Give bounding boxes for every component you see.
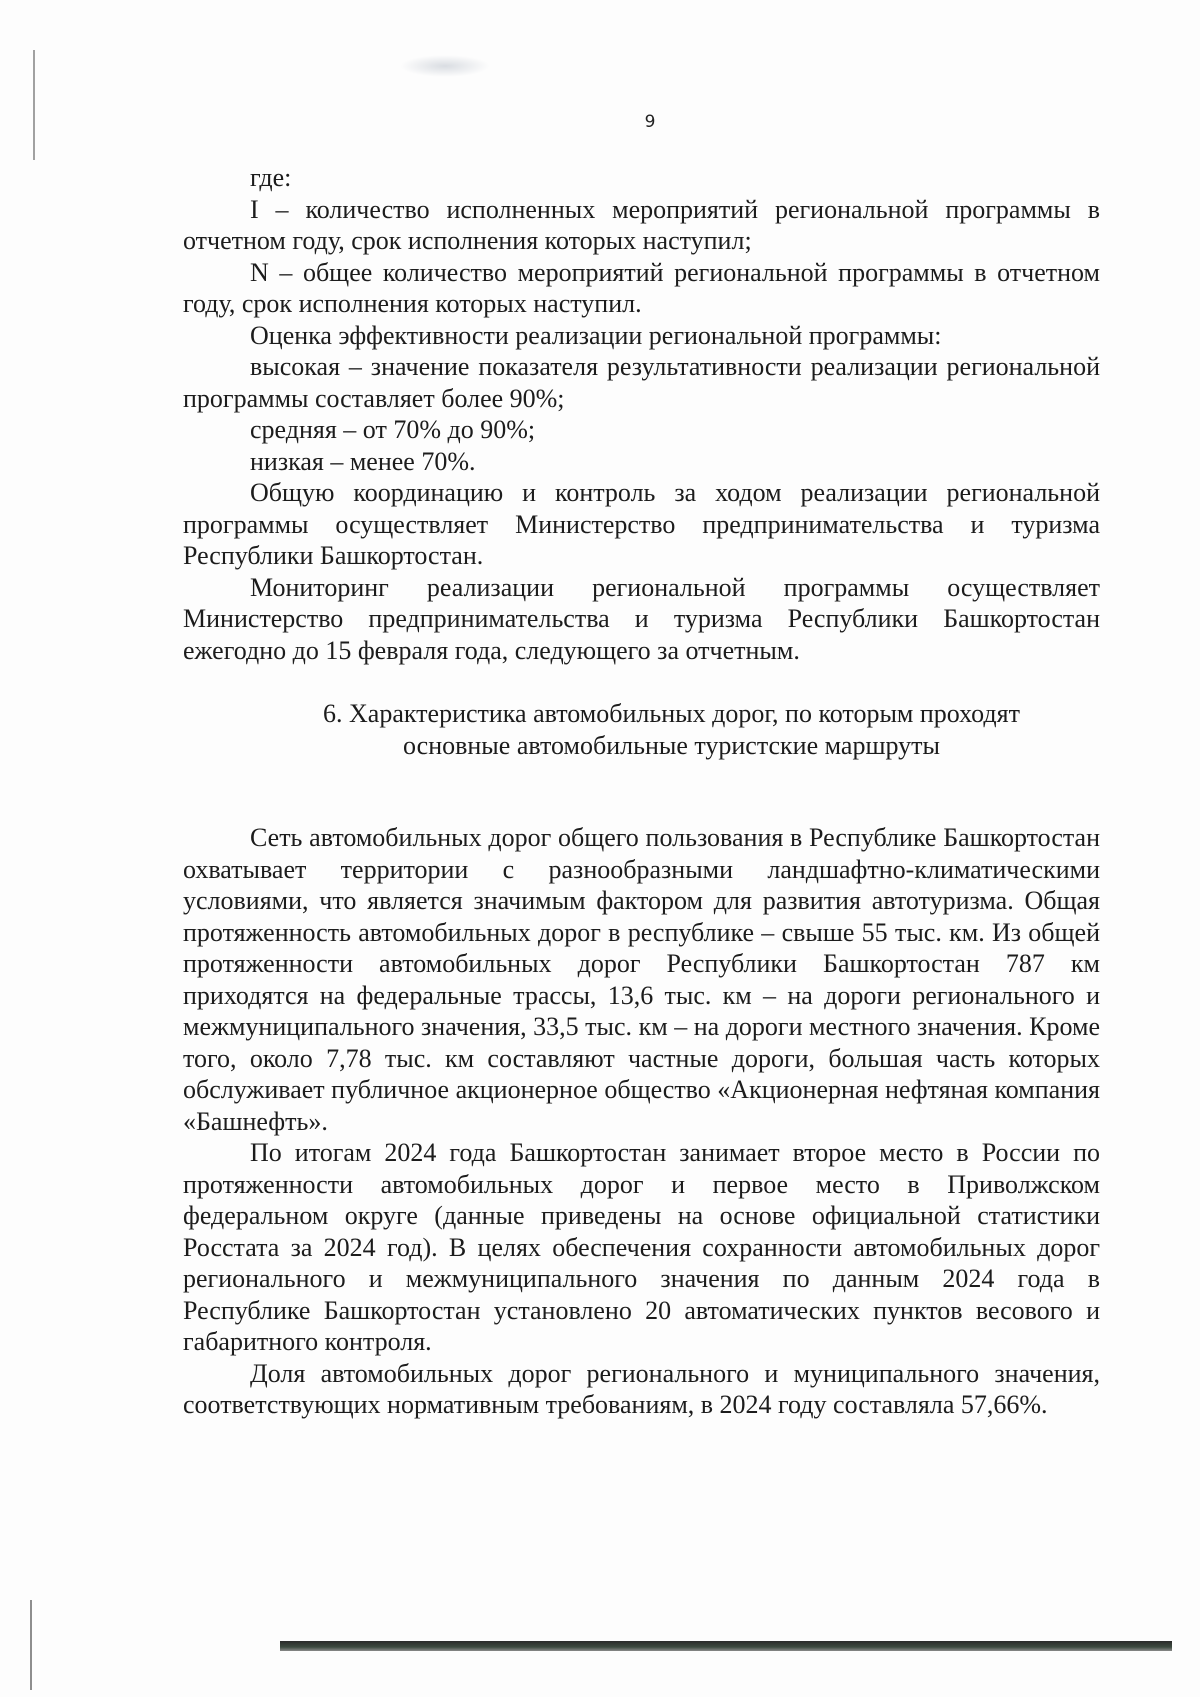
definition-n: N – общее количество мероприятий региональной программы в отчетном году, срок исполнения которых наступил.: [183, 257, 1100, 318]
roads-network-paragraph: Сеть автомобильных дорог общего пользования в Республике Башкортостан охватывает территории с разнообразными ландшафтно-климатическими условиями, что является значимым фактором для развития автотуризма. Общая протяженность автомобильных дорог в республике – свыше 55 тыс. км. Из общей протяженности автомобильных дорог Республики Башкортостан 787 км приходятся на федеральные трассы, 13,6 тыс. км – на дороги регионального и межмуниципального значения, 33,5 тыс. км – на дороги местного значения. Кроме того, около 7,78 тыс. км составляют частные дороги, большая часть которых обслуживает публичное акционерное общество «Акционерная нефтяная компания «Башнефть».: [183, 823, 1100, 1136]
section-heading-line1: 6. Характеристика автомобильных дорог, по которым проходят: [323, 699, 1020, 728]
scan-smudge: [400, 55, 490, 77]
assessment-title: Оценка эффективности реализации региональной программы:: [250, 320, 942, 350]
roads-ranking-paragraph: По итогам 2024 года Башкортостан занимает второе место в России по протяженности автомобильных дорог и первое место в Приволжском федеральном округе (данные приведены на основе официальной статистики Росстата за 2024 год). В целях обеспечения сохранности автомобильных дорог регионального и межмуниципального значения по данным 2024 года в Республике Башкортостан установлено 20 автоматических пунктов весового и габаритного контроля.: [183, 1138, 1100, 1356]
scan-edge-mark: [33, 50, 35, 160]
scan-bottom-bar: [280, 1641, 1172, 1651]
roads-share-paragraph: Доля автомобильных дорог регионального и муниципального значения, соответствующих нормативным требованиям, в 2024 году составляла 57,66%.: [183, 1358, 1100, 1419]
page-number: 9: [644, 112, 656, 132]
section-heading-line2: основные автомобильные туристские маршруты: [403, 731, 940, 760]
document-body: [183, 162, 1100, 1421]
assessment-medium: средняя – от 70% до 90%;: [250, 415, 536, 444]
where-label: где:: [250, 163, 292, 192]
scan-edge-mark-bottom: [30, 1600, 32, 1690]
assessment-low: низкая – менее 70%.: [250, 446, 476, 476]
definition-i: I – количество исполненных мероприятий региональной программы в отчетном году, срок исполнения которых наступил;: [183, 194, 1100, 255]
coordination-paragraph: Общую координацию и контроль за ходом реализации региональной программы осуществляет Министерство предпринимательства и туризма Республики Башкортостан.: [183, 478, 1100, 570]
monitoring-paragraph: Мониторинг реализации региональной программы осуществляет Министерство предпринимательства и туризма Республики Башкортостан ежегодно до 15 февраля года, следующего за отчетным.: [183, 572, 1100, 665]
assessment-high: высокая – значение показателя результативности реализации региональной программы составляет более 90%;: [183, 352, 1100, 413]
